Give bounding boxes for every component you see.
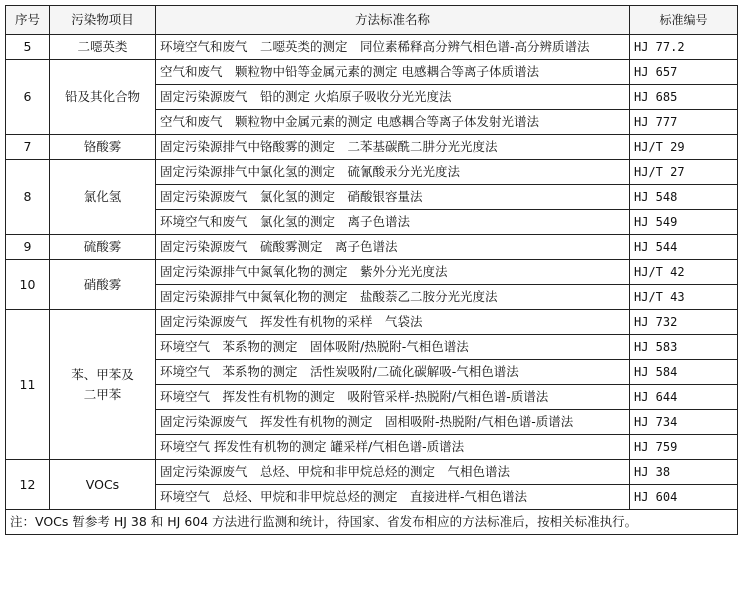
standard-code: HJ/T 27 xyxy=(630,160,738,185)
group-no: 8 xyxy=(6,160,50,235)
group-no: 6 xyxy=(6,60,50,135)
pollutant-item: 氯化氢 xyxy=(50,160,156,235)
table-header-row xyxy=(6,6,738,35)
method-name: 空气和废气 颗粒物中金属元素的测定 电感耦合等离子体发射光谱法 xyxy=(156,110,630,135)
header-item: 污染物项目 xyxy=(50,6,156,35)
standard-code: HJ 732 xyxy=(630,310,738,335)
standards-table-wrapper xyxy=(5,5,738,535)
header-code: 标准编号 xyxy=(630,6,738,35)
standards-table xyxy=(5,5,738,535)
group-no: 11 xyxy=(6,310,50,460)
method-name: 固定污染源废气 挥发性有机物的采样 气袋法 xyxy=(156,310,630,335)
standard-code: HJ 759 xyxy=(630,435,738,460)
method-name: 固定污染源排气中氯化氢的测定 硫氰酸汞分光光度法 xyxy=(156,160,630,185)
note-row xyxy=(6,510,738,535)
method-name: 固定污染源排气中氮氧化物的测定 盐酸萘乙二胺分光光度法 xyxy=(156,285,630,310)
method-name: 环境空气 总烃、甲烷和非甲烷总烃的测定 直接进样-气相色谱法 xyxy=(156,485,630,510)
table-row xyxy=(6,310,738,335)
group-no: 5 xyxy=(6,35,50,60)
method-name: 环境空气 挥发性有机物的测定 吸附管采样-热脱附/气相色谱-质谱法 xyxy=(156,385,630,410)
pollutant-item: 二噁英类 xyxy=(50,35,156,60)
standard-code: HJ 777 xyxy=(630,110,738,135)
standard-code: HJ 77.2 xyxy=(630,35,738,60)
method-name: 空气和废气 颗粒物中铅等金属元素的测定 电感耦合等离子体质谱法 xyxy=(156,60,630,85)
standard-code: HJ 644 xyxy=(630,385,738,410)
method-name: 环境空气和废气 氯化氢的测定 离子色谱法 xyxy=(156,210,630,235)
standard-code: HJ 685 xyxy=(630,85,738,110)
pollutant-item: VOCs xyxy=(50,460,156,510)
pollutant-item: 硫酸雾 xyxy=(50,235,156,260)
group-no: 12 xyxy=(6,460,50,510)
group-no: 10 xyxy=(6,260,50,310)
method-name: 环境空气和废气 二噁英类的测定 同位素稀释高分辨气相色谱-高分辨质谱法 xyxy=(156,35,630,60)
standard-code: HJ 584 xyxy=(630,360,738,385)
table-row xyxy=(6,260,738,285)
table-row xyxy=(6,60,738,85)
method-name: 固定污染源排气中铬酸雾的测定 二苯基碳酰二肼分光光度法 xyxy=(156,135,630,160)
standard-code: HJ 604 xyxy=(630,485,738,510)
pollutant-item-line: 二甲苯 xyxy=(83,386,122,402)
method-name: 固定污染源废气 铅的测定 火焰原子吸收分光光度法 xyxy=(156,85,630,110)
standard-code: HJ/T 42 xyxy=(630,260,738,285)
group-no: 9 xyxy=(6,235,50,260)
standard-code: HJ 544 xyxy=(630,235,738,260)
standard-code: HJ 583 xyxy=(630,335,738,360)
group-no: 7 xyxy=(6,135,50,160)
method-name: 环境空气 苯系物的测定 固体吸附/热脱附-气相色谱法 xyxy=(156,335,630,360)
standard-code: HJ 549 xyxy=(630,210,738,235)
standard-code: HJ/T 43 xyxy=(630,285,738,310)
pollutant-item: 硝酸雾 xyxy=(50,260,156,310)
pollutant-item: 铅及其化合物 xyxy=(50,60,156,135)
table-note: 注：VOCs 暂参考 HJ 38 和 HJ 604 方法进行监测和统计，待国家、省发布相应的方法标准后，按相关标准执行。 xyxy=(6,510,738,535)
standard-code: HJ 734 xyxy=(630,410,738,435)
method-name: 固定污染源排气中氮氧化物的测定 紫外分光光度法 xyxy=(156,260,630,285)
pollutant-item: 铬酸雾 xyxy=(50,135,156,160)
pollutant-item-line: 苯、甲苯及 xyxy=(71,366,134,382)
table-row xyxy=(6,460,738,485)
header-no: 序号 xyxy=(6,6,50,35)
table-row xyxy=(6,135,738,160)
table-row xyxy=(6,160,738,185)
standard-code: HJ 548 xyxy=(630,185,738,210)
table-row xyxy=(6,35,738,60)
pollutant-item xyxy=(50,310,156,460)
standard-code: HJ 38 xyxy=(630,460,738,485)
method-name: 环境空气 挥发性有机物的测定 罐采样/气相色谱-质谱法 xyxy=(156,435,630,460)
method-name: 固定污染源废气 氯化氢的测定 硝酸银容量法 xyxy=(156,185,630,210)
method-name: 固定污染源废气 挥发性有机物的测定 固相吸附-热脱附/气相色谱-质谱法 xyxy=(156,410,630,435)
standard-code: HJ 657 xyxy=(630,60,738,85)
method-name: 固定污染源废气 总烃、甲烷和非甲烷总烃的测定 气相色谱法 xyxy=(156,460,630,485)
method-name: 环境空气 苯系物的测定 活性炭吸附/二硫化碳解吸-气相色谱法 xyxy=(156,360,630,385)
header-method: 方法标准名称 xyxy=(156,6,630,35)
table-row xyxy=(6,235,738,260)
method-name: 固定污染源废气 硫酸雾测定 离子色谱法 xyxy=(156,235,630,260)
standard-code: HJ/T 29 xyxy=(630,135,738,160)
